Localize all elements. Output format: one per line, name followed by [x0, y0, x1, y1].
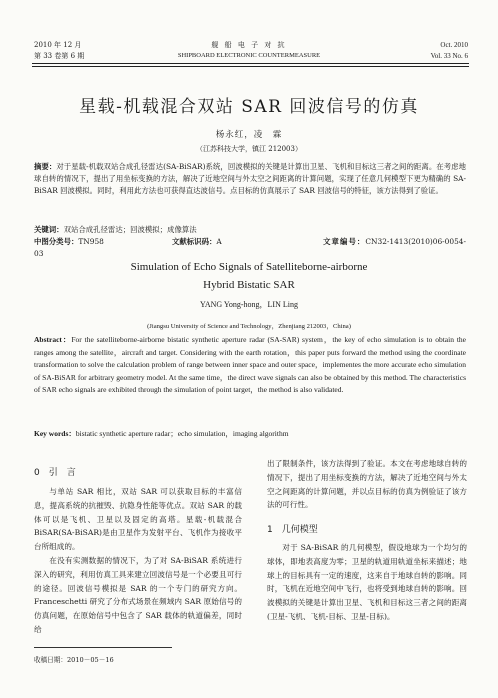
classification-line: [34, 236, 466, 260]
keywords-cn-text: 双站合成孔径雷达；回波模拟；成像算法: [63, 225, 197, 234]
header-date-cn: 2010 年 12 月: [34, 41, 82, 49]
clc-label: 中图分类号：: [34, 237, 79, 246]
abstract-cn: [34, 161, 466, 198]
paper-title-en-line2: Hybrid Bistatic SAR: [203, 279, 295, 291]
keywords-cn: [34, 224, 466, 236]
header-date-en: Oct. 2010: [440, 41, 468, 49]
paper-title-en-line1: Simulation of Echo Signals of Satelliteborne-airborne: [130, 261, 368, 273]
section-0-heading: 0 引 言: [34, 468, 76, 478]
abstract-cn-text: 对于星载-机载双站合成孔径雷达(SA-BiSAR)系统，回波模拟的关键是计算出卫星、飞机和目标这三者之间的距离。在考虑地球自转的情况下，提出了用坐标变换的方法，解决了近地空间与外太空之间距离的计算问题，实现了任意几何模型下更为精确的 SA-BiSAR 回波模拟。同时，利用此方法也可获得直达波信号。点目标的仿真展示了 SAR 回波信号的特征，该方法得到了验证。: [34, 162, 466, 196]
received-date: 收稿日期：2010－05－16: [34, 656, 114, 664]
footnote-rule: [34, 647, 172, 648]
abstract-en-label: Abstract：: [34, 335, 72, 344]
left-column-body: [34, 485, 242, 637]
abstract-en: [34, 334, 466, 397]
authors-en: YANG Yong-hong，LIN Ling: [199, 300, 298, 309]
doc-code-value: A: [216, 237, 222, 246]
keywords-en: [34, 428, 466, 441]
section-1-heading: 1 几何模型: [267, 525, 318, 535]
paper-title-cn: 星载-机载混合双站 SAR 回波信号的仿真: [79, 97, 419, 117]
intro-paragraph-2: 在没有实测数据的情况下，为了对 SA-BiSAR 系统进行深入的研究，利用仿真工具来建立回波信号是一个必要且可行的途径。回波信号模拟是 SAR 的一个专门的研究方向。Franceschetti 研究了分布式场景在频域内 SAR 原始信号的仿真问题，在原始信号中包含了 SAR 载体的轨道偏差，同时给: [34, 555, 242, 634]
doc-code-label: 文献标识码：: [172, 237, 217, 246]
keywords-en-label: Key words：: [34, 429, 76, 438]
header-volume-en: Vol. 33 No. 6: [430, 52, 468, 60]
affiliation-cn: （江苏科技大学，镇江 212003）: [196, 145, 302, 153]
clc-value: TN958: [78, 237, 104, 246]
header-volume-cn: 第 33 卷第 6 期: [34, 52, 85, 60]
abstract-cn-label: 摘要：: [34, 162, 57, 171]
header-rule-thin: [32, 66, 469, 67]
article-no-value: CN32-1413(2010)06-0054-03: [34, 237, 466, 259]
right-column-body: [267, 541, 467, 624]
affiliation-en: (Jiangsu University of Science and Technology，Zhenjiang 212003，China): [147, 323, 351, 330]
journal-name-en: SHIPBOARD ELECTRONIC COUNTERMEASURE: [177, 52, 321, 59]
header-rule: [32, 63, 469, 64]
right-column-intro: [267, 457, 467, 512]
keywords-cn-label: 关键词：: [34, 225, 64, 234]
keywords-en-text: bistatic synthetic aperture radar；echo simulation，imaging algorithm: [75, 429, 289, 438]
intro-continued: 出了限制条件，该方法得到了验证。本文在考虑地球自转的情况下，提出了用坐标变换的方法，解决了近地空间与外太空之间距离的计算问题，并以点目标的仿真为例验证了该方法的可行性。: [267, 459, 467, 510]
journal-name-cn: 舰 船 电 子 对 抗: [211, 41, 287, 49]
authors-cn: 杨永红，凌 霖: [215, 130, 283, 140]
geometry-paragraph: 对于 SA-BiSAR 的几何模型，假设地球为一个均匀的球体，即地表高度为零；卫星的轨道用轨道坐标来描述；地球上的目标具有一定的速度，这来自于地球自转的影响。同时，飞机在近地空间中飞行，也将受到地球自转的影响。回波模拟的关键是计算出卫星、飞机和目标这三者之间的距离(卫星-飞机、飞机-目标、卫星-目标)。: [267, 543, 467, 621]
abstract-en-text: For the satelliteborne-airborne bistatic synthetic aperture radar (SA-SAR) system，the key of echo simulation is to obtain the ranges among the satellite，aircraft and target. Considering with the earth rotation，this paper puts forward the method using the coordinate transformation to solve the calculation problem of range between inner space and outer space，implementes the more accurate echo simulation of SA-BiSAR for arbitrary geometry model. At the same time，the direct wave signals can also be obtained by this method. The characteristics of SAR echo signals are exhibited through the simulation of point target，the method is also validated.: [34, 335, 466, 394]
article-no-label: 文章编号：: [322, 237, 366, 246]
intro-paragraph-1: 与单站 SAR 相比，双站 SAR 可以获取目标的丰富信息，提高系统的抗摧毁、抗隐身性能等优点。双站 SAR 的载体可以是飞机、卫星以及固定的高塔。星载-机载混合 BiSAR(SA-BiSAR)是由卫星作为发射平台、飞机作为接收平台所组成的。: [34, 487, 242, 552]
